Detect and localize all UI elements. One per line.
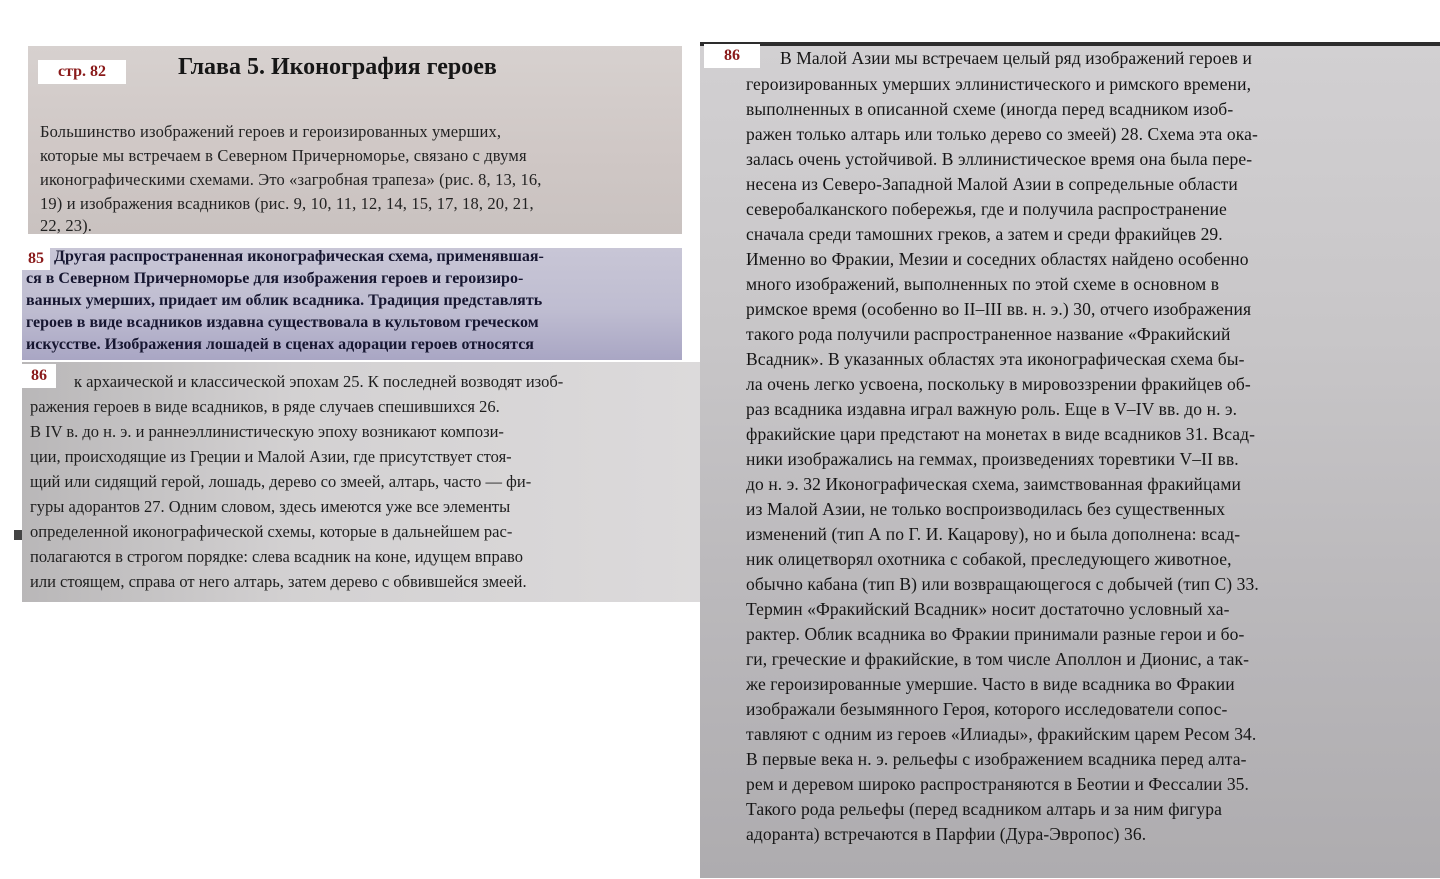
text-line: к архаической и классической эпохам 25. К последней возводят изоб- xyxy=(74,372,564,391)
text-line: Именно во Фракии, Мезии и соседних областях найдено особенно xyxy=(746,249,1249,269)
text-line: фракийские цари предстают на монетах в виде всадников 31. Всад- xyxy=(746,424,1256,444)
text-line: В первые века н. э. рельефы с изображением всадника перед алта- xyxy=(746,749,1247,769)
text-line: Такого рода рельефы (перед всадником алтарь и за ним фигура xyxy=(746,799,1222,819)
text-line: ции, происходящие из Греции и Малой Азии, где присутствует стоя- xyxy=(30,447,512,466)
text-line: до н. э. 32 Иконографическая схема, заимствованная фракийцами xyxy=(746,474,1241,494)
page-number-tag-82: стр. 82 xyxy=(38,60,126,84)
page-number-tag-86-right: 86 xyxy=(704,44,760,68)
text-line: рем и деревом широко распространяются в Беотии и Фессалии 35. xyxy=(746,774,1250,794)
text-line: определенной иконографической схемы, которые в дальнейшем рас- xyxy=(30,522,513,541)
text-line: щий или сидящий герой, лошадь, дерево со змеей, алтарь, часто — фи- xyxy=(30,472,532,491)
scan-edge xyxy=(700,42,1440,46)
page-86-left-clipping xyxy=(22,362,702,602)
text-line: ники изображались на геммах, произведениях торевтики V–II вв. xyxy=(746,449,1239,469)
text-line: адоранта) встречаются в Парфии (Дура-Эвропос) 36. xyxy=(746,824,1147,844)
page-number-tag-85: 85 xyxy=(22,248,50,270)
text-line: обычно кабана (тип В) или возвращающегося с добычей (тип С) 33. xyxy=(746,574,1259,594)
text-line: ражения героев в виде всадников, в ряде случаев спешившихся 26. xyxy=(30,397,500,416)
text-line: В Малой Азии мы встречаем целый ряд изображений героев и xyxy=(780,48,1252,68)
text-line: изображали безымянного Героя, которого исследователи сопос- xyxy=(746,699,1228,719)
text-line: римское время (особенно во II–III вв. н. э.) 30, отчего изображения xyxy=(746,299,1252,319)
text-line: ся в Северном Причерноморье для изображения героев и героизиро- xyxy=(26,270,524,287)
text-line: сначала среди тамошних греков, а затем и среди фракийцев 29. xyxy=(746,224,1223,244)
text-line: героизированных умерших эллинистического и римского времени, xyxy=(746,74,1252,94)
text-line: же героизированные умершие. Часто в виде всадника во Фракии xyxy=(746,674,1235,694)
text-line: искусстве. Изображения лошадей в сценах адорации героев относятся xyxy=(26,336,534,353)
page-number-tag-86-left: 86 xyxy=(22,364,56,388)
chapter-heading: Глава 5. Иконография героев xyxy=(178,54,497,80)
text-line: иконографическими схемами. Это «загробная трапеза» (рис. 8, 13, 16, xyxy=(40,170,542,189)
text-line: 22, 23). xyxy=(40,216,93,234)
text-line: героев в виде всадников издавна существовала в культовом греческом xyxy=(26,314,539,331)
scan-mark xyxy=(14,530,22,540)
text-line: или стоящем, справа от него алтарь, затем дерево с обвившейся змеей. xyxy=(30,572,527,591)
text-line: В IV в. до н. э. и раннеэллинистическую эпоху возникают компози- xyxy=(30,422,504,441)
page-86-right-clipping xyxy=(700,42,1440,878)
text-line: залась очень устойчивой. В эллинистическое время она была пере- xyxy=(746,149,1253,169)
text-line: гуры адорантов 27. Одним словом, здесь имеются уже все элементы xyxy=(30,497,511,516)
text-line: ги, греческие и фракийские, в том числе Аполлон и Дионис, а так- xyxy=(746,649,1250,669)
text-line: северобалканского побережья, где и получила распространение xyxy=(746,199,1227,219)
text-line: полагаются в строгом порядке: слева всадник на коне, идущем вправо xyxy=(30,547,523,566)
text-line: Всадник». В указанных областях эта иконографическая схема бы- xyxy=(746,349,1245,369)
text-line: Большинство изображений героев и героизированных умерших, xyxy=(40,122,502,141)
text-line: из Малой Азии, не только воспроизводилась без существенных xyxy=(746,499,1226,519)
text-line: ражен только алтарь или только дерево со змеей) 28. Схема эта ока- xyxy=(746,124,1258,144)
text-line: 19) и изображения всадников (рис. 9, 10, 11, 12, 14, 15, 17, 18, 20, 21, xyxy=(40,194,534,213)
text-line: ник олицетворял охотника с собакой, преследующего животное, xyxy=(746,549,1232,569)
text-line: много изображений, выполненных по этой схеме в основном в xyxy=(746,274,1220,294)
text-line: рактер. Облик всадника во Фракии принимали разные герои и бо- xyxy=(746,624,1245,644)
page-82-clipping xyxy=(28,46,682,234)
text-line: несена из Северо-Западной Малой Азии в сопредельные области xyxy=(746,174,1238,194)
text-line: выполненных в описанной схеме (иногда перед всадником изоб- xyxy=(746,99,1234,119)
text-line: Другая распространенная иконографическая схема, применявшая- xyxy=(54,248,544,265)
text-line: изменений (тип А по Г. И. Кацарову), но и была дополнена: всад- xyxy=(746,524,1241,544)
text-line: такого рода получили распространенное название «Фракийский xyxy=(746,324,1231,344)
text-line: раз всадника издавна играл важную роль. Еще в V–IV вв. до н. э. xyxy=(746,399,1238,419)
page-85-clipping xyxy=(22,248,682,360)
text-line: которые мы встречаем в Северном Причерноморье, связано с двумя xyxy=(40,146,527,165)
text-line: ла очень легко усвоена, поскольку в мировоззрении фракийцев об- xyxy=(746,374,1251,394)
text-line: ванных умерших, придает им облик всадника. Традиция представлять xyxy=(26,292,543,309)
text-line: Термин «Фракийский Всадник» носит достаточно условный ха- xyxy=(746,599,1230,619)
text-line: тавляют с одним из героев «Илиады», фракийским царем Ресом 34. xyxy=(746,724,1257,744)
